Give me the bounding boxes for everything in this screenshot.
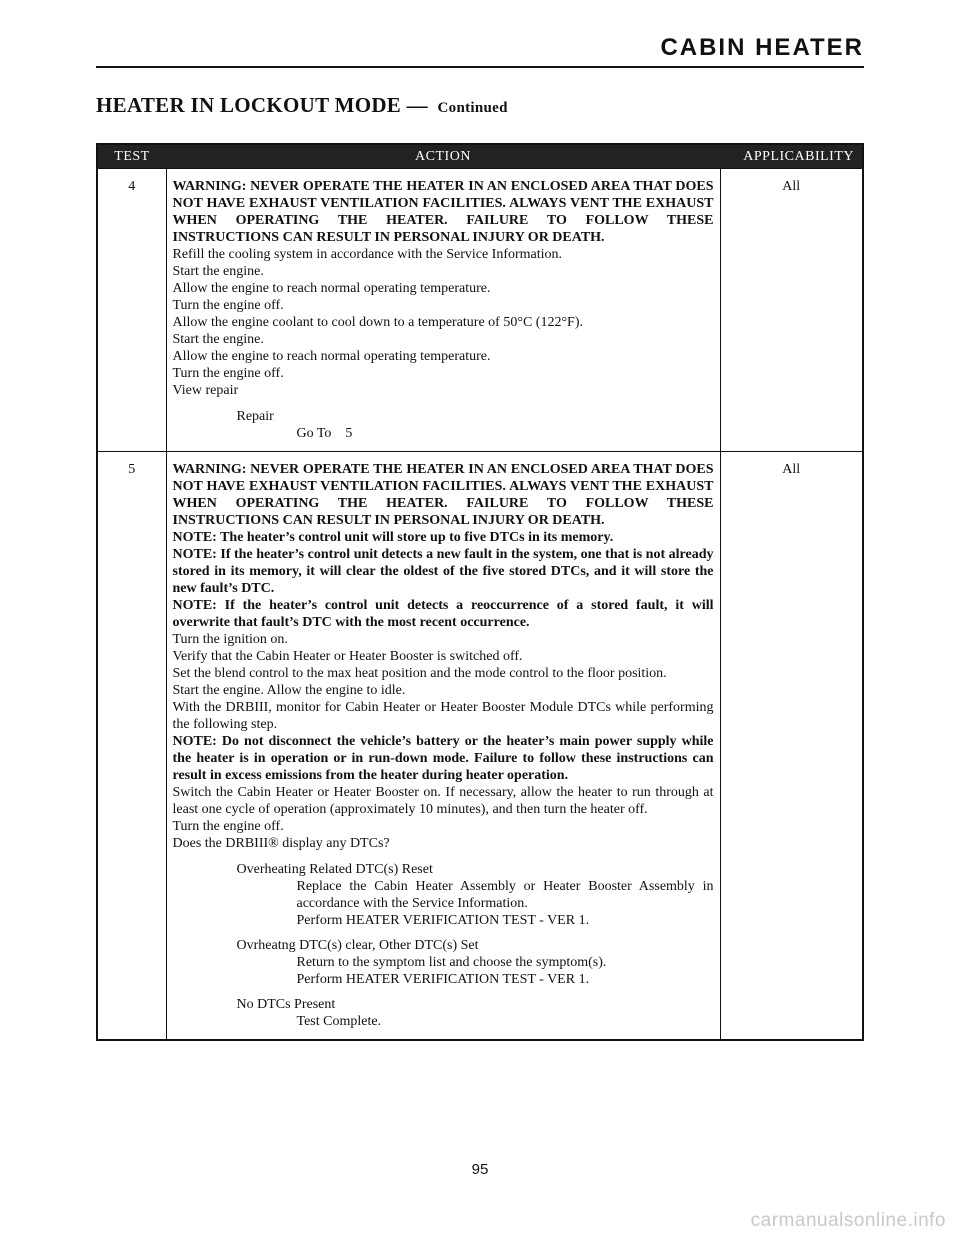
section-header: CABIN HEATER — [660, 34, 864, 61]
page-title-continued: Continued — [437, 100, 508, 116]
result-action: Go To 5 — [296, 426, 353, 441]
applicability-cell — [720, 452, 863, 1041]
result-action: Test Complete. — [296, 1014, 382, 1029]
table-header-row — [97, 144, 863, 169]
result-condition: Ovrheatng DTC(s) clear, Other DTC(s) Set — [236, 938, 479, 953]
instruction-step: Verify that the Cabin Heater or Heater Booster is switched off. — [172, 649, 523, 664]
result-block — [173, 937, 714, 988]
instruction-step: Allow the engine coolant to cool down to a temperature of 50°C (122°F). — [172, 315, 583, 330]
result-action: Return to the symptom list and choose the symptom(s). — [296, 955, 607, 970]
result-condition: No DTCs Present — [236, 997, 336, 1012]
result-condition: Repair — [236, 409, 274, 424]
table-row — [97, 452, 863, 1041]
instruction-step: Turn the engine off. — [172, 298, 284, 313]
instruction-step: Allow the engine to reach normal operating temperature. — [172, 281, 491, 296]
table-row — [97, 169, 863, 452]
test-number-cell — [97, 452, 166, 1041]
result-block — [173, 408, 714, 442]
instruction-step: Start the engine. — [172, 332, 264, 347]
instruction-step: Turn the engine off. — [172, 366, 284, 381]
test-table — [96, 143, 864, 1041]
test-number: 4 — [128, 179, 136, 194]
instruction-step: Start the engine. — [172, 264, 264, 279]
instruction-step: Start the engine. Allow the engine to idle. — [172, 683, 406, 698]
instruction-step: Refill the cooling system in accordance with the Service Information. — [172, 247, 563, 262]
page-title-text: HEATER IN LOCKOUT MODE — — [96, 93, 428, 117]
instruction-step: Set the blend control to the max heat position and the mode control to the floor position. — [172, 666, 667, 681]
warning-note-text: NOTE: If the heater’s control unit detects a new fault in the system, one that is not already stored in its memory, it will clear the oldest of the five stored DTCs, and it will store the new fault’s DTC. — [172, 547, 714, 596]
warning-note-text: WARNING: NEVER OPERATE THE HEATER IN AN ENCLOSED AREA THAT DOES NOT HAVE EXHAUST VENTILATION FACILITIES. ALWAYS VENT THE EXHAUST WHEN OPERATING THE HEATER. FAILURE TO FOLLOW THESE INSTRUCTIONS CAN RESULT IN PERSONAL INJURY OR DEATH. — [172, 462, 714, 528]
result-action: Perform HEATER VERIFICATION TEST - VER 1. — [296, 913, 590, 928]
watermark: carmanualsonline.info — [750, 1210, 946, 1231]
instruction-step: View repair — [172, 383, 239, 398]
instruction-step: Turn the ignition on. — [172, 632, 288, 647]
warning-note-text: WARNING: NEVER OPERATE THE HEATER IN AN ENCLOSED AREA THAT DOES NOT HAVE EXHAUST VENTILATION FACILITIES. ALWAYS VENT THE EXHAUST WHEN OPERATING THE HEATER. FAILURE TO FOLLOW THESE INSTRUCTIONS CAN RESULT IN PERSONAL INJURY OR DEATH. — [172, 179, 714, 245]
instruction-step: Switch the Cabin Heater or Heater Booster on. If necessary, allow the heater to run through at least one cycle of operation (approximately 10 minutes), and then turn the heater off. — [172, 785, 714, 817]
result-action: Replace the Cabin Heater Assembly or Heater Booster Assembly in accordance with the Service Information. — [296, 879, 717, 911]
warning-note-text: NOTE: Do not disconnect the vehicle’s battery or the heater’s main power supply while the heater is in operation or in run-down mode. Failure to follow these instructions can result in excess emissions from the heater during heater operation. — [172, 734, 714, 783]
result-block — [173, 861, 717, 929]
action-cell — [166, 169, 720, 452]
header-applicability: APPLICABILITY — [720, 144, 863, 169]
instruction-step: Does the DRBIII® display any DTCs? — [172, 836, 390, 851]
page-title — [96, 93, 508, 118]
action-cell — [166, 452, 720, 1041]
test-number-cell — [97, 169, 166, 452]
warning-note-text: NOTE: If the heater’s control unit detects a reoccurrence of a stored fault, it will overwrite that fault’s DTC with the most recent occurrence. — [172, 598, 714, 630]
applicability-cell — [720, 169, 863, 452]
instruction-step: Allow the engine to reach normal operating temperature. — [172, 349, 491, 364]
header-action: ACTION — [166, 144, 720, 169]
instruction-step: Turn the engine off. — [172, 819, 284, 834]
page-number: 95 — [471, 1161, 489, 1178]
applicability-value: All — [782, 179, 801, 194]
header-test: TEST — [97, 144, 166, 169]
result-block — [173, 996, 714, 1030]
result-action: Perform HEATER VERIFICATION TEST - VER 1. — [296, 972, 590, 987]
result-condition: Overheating Related DTC(s) Reset — [236, 862, 433, 877]
applicability-value: All — [782, 462, 801, 477]
warning-note-text: NOTE: The heater’s control unit will store up to five DTCs in its memory. — [172, 530, 614, 545]
header-rule — [96, 66, 864, 68]
instruction-step: With the DRBIII, monitor for Cabin Heater or Heater Booster Module DTCs while performing the following step. — [172, 700, 714, 732]
table-body — [97, 169, 863, 1041]
test-number: 5 — [128, 462, 136, 477]
